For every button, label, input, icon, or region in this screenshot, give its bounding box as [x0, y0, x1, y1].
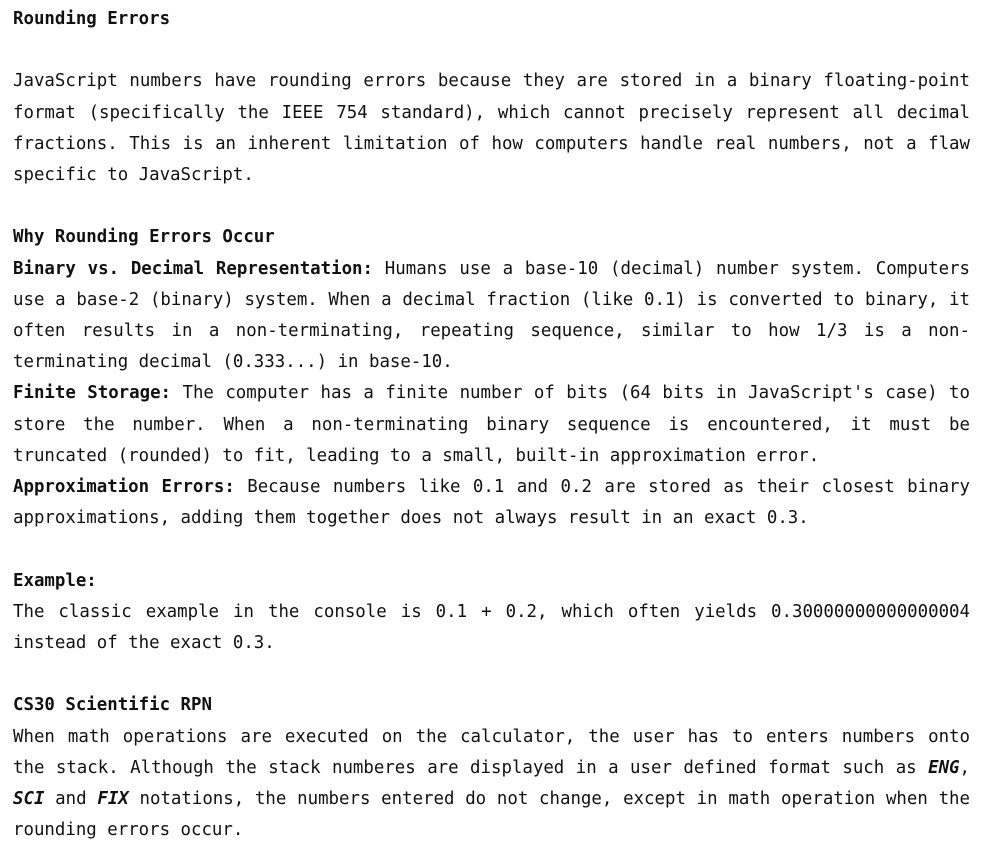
example-heading: Example:	[13, 570, 97, 591]
finite-storage-text: The computer has a finite number of bits (64 bits in JavaScript's case) to store the number. When a non-terminating binary sequence is encountered, it must be truncated (rounded) to fit, leading to a small, built-in approximation error.	[13, 383, 970, 466]
spacer	[13, 191, 970, 222]
finite-storage-term: Finite Storage:	[13, 383, 172, 404]
fix-notation: FIX	[97, 789, 129, 810]
spacer	[13, 35, 970, 66]
cs30-text-end: notations, the numbers entered do not change, except in math operation when the rounding errors occur.	[13, 789, 970, 841]
separator: ,	[959, 757, 970, 778]
approximation-errors-term: Approximation Errors:	[13, 477, 235, 498]
eng-notation: ENG	[928, 757, 960, 778]
spacer	[13, 534, 970, 565]
binary-vs-decimal-paragraph	[13, 254, 970, 379]
finite-storage-paragraph	[13, 378, 970, 472]
example-paragraph: The classic example in the console is 0.1 + 0.2, which often yields 0.30000000000000004 instead of the exact 0.3.	[13, 601, 970, 654]
approximation-errors-text: Because numbers like 0.1 and 0.2 are stored as their closest binary approximations, adding them together does not always result in an exact 0.3.	[13, 477, 970, 529]
binary-vs-decimal-term: Binary vs. Decimal Representation:	[13, 258, 373, 279]
sci-notation: SCI	[13, 789, 45, 810]
approximation-errors-paragraph	[13, 472, 970, 534]
separator: and	[44, 789, 98, 810]
cs30-paragraph	[13, 722, 970, 847]
why-rounding-errors-heading: Why Rounding Errors Occur	[13, 227, 275, 248]
cs30-heading: CS30 Scientific RPN	[13, 695, 212, 716]
binary-vs-decimal-text: Humans use a base-10 (decimal) number system. Computers use a base-2 (binary) system. When a decimal fraction (like 0.1) is converted to binary, it often results in a non-terminating, repeating sequence, similar to how 1/3 is a non-terminating decimal (0.333...) in base-10.	[13, 258, 971, 373]
cs30-text-start: When math operations are executed on the calculator, the user has to enters numbers onto the stack. Although the stack numberes are displayed in a user defined format such as	[13, 726, 970, 778]
spacer	[13, 659, 970, 690]
rounding-errors-intro: JavaScript numbers have rounding errors because they are stored in a binary floating-point format (specifically the IEEE 754 standard), which cannot precisely represent all decimal fractions. This is an inherent limitation of how computers handle real numbers, not a flaw specific to JavaScript.	[13, 71, 970, 185]
rounding-errors-heading: Rounding Errors	[13, 9, 171, 29]
